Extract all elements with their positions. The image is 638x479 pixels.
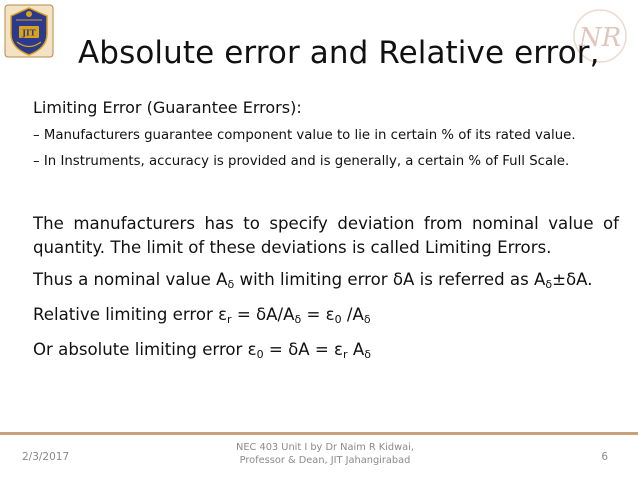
footer-credit <box>220 441 430 467</box>
footer-credit-line: NEC 403 Unit I by Dr Naim R Kidwai, <box>235 442 414 453</box>
svg-text:NR: NR <box>578 23 622 53</box>
body-paragraph: The manufacturers has to specify deviation from nominal value of quantity. The limit of these deviations is called Limiting Errors. <box>33 214 619 257</box>
slide-title: Absolute error and Relative error, <box>78 35 600 71</box>
formula-line-relative: Relative limiting error $\varepsilon_r = \delta A/A_\delta = \varepsilon_0$ $/A_\delta$ <box>33 305 371 326</box>
footer-date: 2/3/2017 <box>22 451 70 463</box>
formula-line-absolute: Or absolute limiting error $\varepsilon_0 = \delta A = \varepsilon_r$ $A_\delta$ <box>33 340 371 361</box>
page-number: 6 <box>601 451 608 463</box>
section-heading: Limiting Error (Guarantee Errors): <box>33 98 302 117</box>
svg-text:JIT: JIT <box>22 27 36 38</box>
footer-credit-line: Professor & Dean, JIT Jahangirabad <box>239 455 411 466</box>
bullet-item: – Manufacturers guarantee component value to lie in certain % of its rated value. <box>33 128 576 143</box>
bullet-item: – In Instruments, accuracy is provided and is generally, a certain % of Full Scale. <box>33 154 570 169</box>
footer-divider <box>0 432 638 435</box>
institute-crest-icon <box>4 4 54 58</box>
formula-line-nominal: Thus a nominal value $A_\delta$ with limiting error δA is referred as $A_\delta\pm\delta A$. <box>33 270 593 291</box>
slide-content <box>33 97 623 362</box>
